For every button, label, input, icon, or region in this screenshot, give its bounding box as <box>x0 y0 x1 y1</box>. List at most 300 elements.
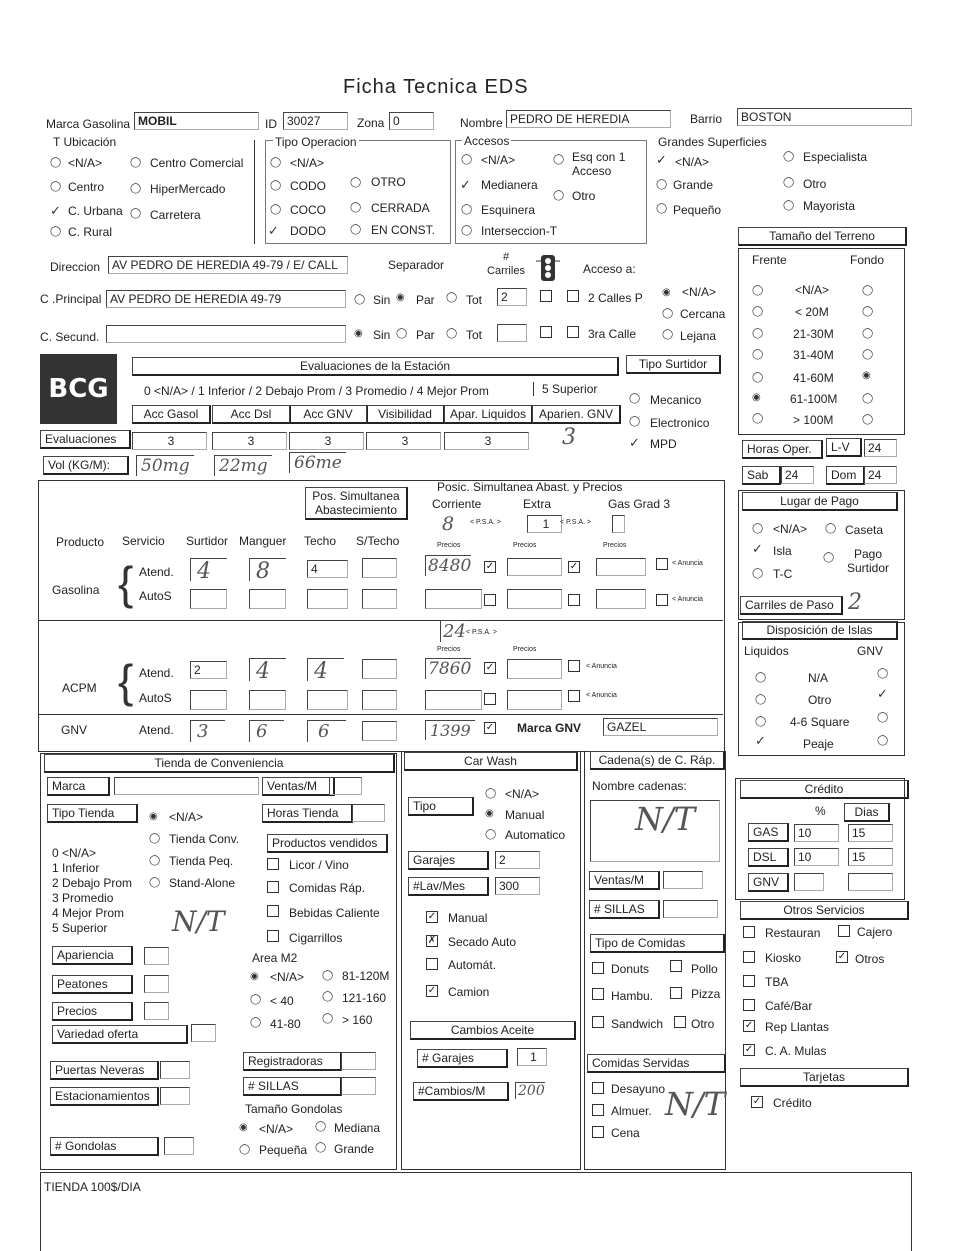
divider <box>38 620 723 621</box>
tienda-stand-label: Stand-Alone <box>169 876 236 890</box>
radio-fo-40[interactable]: ◯ <box>862 349 874 360</box>
check-tba[interactable] <box>743 975 755 987</box>
ter-30: 21-30M <box>793 327 834 341</box>
acc-a-lejana-label: Lejana <box>680 329 717 343</box>
pago-title: Lugar de Pago <box>742 492 898 511</box>
cs-check2[interactable] <box>567 326 579 338</box>
eval-apar-liquidos[interactable]: 3 <box>444 432 529 450</box>
radio-fo-gt100[interactable]: ◯ <box>862 414 874 425</box>
radio-acc-interseccion[interactable]: ◯ <box>461 225 473 236</box>
wash-c-manual: Manual <box>448 911 488 925</box>
acc-medianera-label: Medianera <box>481 178 538 192</box>
check-otros[interactable]: ✓ <box>837 951 847 962</box>
radio-ubic-rural[interactable]: ◯ <box>50 226 62 237</box>
wash-garajes-field[interactable]: 2 <box>495 851 540 869</box>
radio-acc-a-cercana[interactable]: ◯ <box>662 308 674 319</box>
radio-gond-mediana[interactable]: ◯ <box>315 1121 327 1132</box>
radio-pago-isla[interactable]: ✓ <box>752 541 763 556</box>
radio-wash-manual[interactable]: ◉ <box>485 808 494 819</box>
cs-par-label: Par <box>416 328 435 342</box>
cprincipal-field[interactable]: AV PEDRO DE HEREDIA 49-79 <box>106 290 346 308</box>
check-restauran[interactable] <box>743 926 755 938</box>
acc-otro-label: Otro <box>572 189 596 203</box>
gas-autos-check1[interactable] <box>484 594 496 606</box>
radio-fr-20[interactable]: ◯ <box>752 306 764 317</box>
eval-acc-gasol[interactable]: 3 <box>132 432 207 450</box>
credito-gnv-label: GNV <box>748 873 789 892</box>
psa-3: < P.S.A. > <box>466 629 498 636</box>
acpm-anuncia-check[interactable] <box>568 660 580 672</box>
barrio-label: Barrio <box>690 112 723 126</box>
corriente-psa[interactable]: 8 <box>442 513 455 535</box>
radio-gond-na[interactable]: ◉ <box>239 1122 248 1133</box>
radio-area-na[interactable]: ◉ <box>250 971 259 982</box>
radio-tienda-na[interactable]: ◉ <box>149 811 158 822</box>
radio-isla-gnv-otro[interactable]: ✓ <box>877 686 888 701</box>
pago-na-label: <N/A> <box>773 522 808 536</box>
radio-area-81[interactable]: ◯ <box>322 970 334 981</box>
marca-field[interactable]: MOBIL <box>134 112 259 130</box>
radio-tienda-stand[interactable]: ◯ <box>149 877 161 888</box>
eval-acc-gnv[interactable]: 3 <box>289 432 364 450</box>
radio-area-121[interactable]: ◯ <box>322 991 334 1002</box>
acpm-autos-6[interactable] <box>507 690 562 710</box>
check-cajero[interactable] <box>838 925 850 937</box>
gas-autos-techo[interactable] <box>307 589 348 609</box>
cena-label: Cena <box>611 1126 640 1140</box>
radio-fo-30[interactable]: ◯ <box>862 328 874 339</box>
estacionamientos-label: Estacionamientos <box>50 1087 159 1106</box>
area-label: Area M2 <box>252 951 298 965</box>
marca-gnv-field[interactable]: GAZEL <box>603 718 718 736</box>
acpm-autos-anuncia-check[interactable] <box>568 690 580 702</box>
area-160-label: > 160 <box>342 1013 373 1027</box>
radio-isla-gnv-peaje[interactable]: ◯ <box>877 735 889 746</box>
gas-anuncia-check[interactable] <box>656 558 668 570</box>
dom-field[interactable]: 24 <box>864 466 897 484</box>
gnv-precio-check[interactable]: ✓ <box>485 722 495 733</box>
credito-dsl-dias[interactable]: 15 <box>848 848 893 866</box>
tienda-conv-label: Tienda Conv. <box>169 832 240 846</box>
apariencia-label: Apariencia <box>52 946 133 965</box>
radio-op-dodo[interactable]: ✓ <box>268 223 279 238</box>
acpm-autos-4[interactable] <box>362 690 397 710</box>
csecund-field[interactable] <box>106 325 346 343</box>
acpm-precio[interactable]: 7860 <box>425 658 471 679</box>
check-tarjeta-credito[interactable]: ✓ <box>752 1096 762 1107</box>
check-pollo[interactable] <box>670 960 682 972</box>
radio-fo-na[interactable]: ◯ <box>862 285 874 296</box>
area-41-label: 41-80 <box>270 1017 301 1031</box>
credito-pct-label: % <box>815 804 826 818</box>
radio-acc-na[interactable]: ◯ <box>461 154 473 165</box>
radio-fr-na[interactable]: ◯ <box>752 285 764 296</box>
radio-wash-na[interactable]: ◯ <box>485 788 497 799</box>
acpm-autos-2[interactable] <box>249 690 286 710</box>
radio-fr-30[interactable]: ◯ <box>752 328 764 339</box>
radio-acc-esquinera[interactable]: ◯ <box>461 204 473 215</box>
gas-stecho[interactable] <box>362 558 397 578</box>
radio-acc-otro[interactable]: ◯ <box>553 190 565 201</box>
credito-gnv-pct[interactable] <box>794 873 824 891</box>
tienda-na-label: <N/A> <box>169 810 204 824</box>
cadena-sillas-field[interactable] <box>663 900 718 918</box>
cs-carriles-field[interactable] <box>497 324 527 342</box>
radio-gs-mayorista[interactable]: ◯ <box>783 200 795 211</box>
sab-label: Sab <box>742 466 781 485</box>
check-comidas[interactable] <box>267 881 279 893</box>
radio-area-40[interactable]: ◯ <box>250 994 262 1005</box>
radio-gs-pequeno[interactable]: ◯ <box>656 203 668 214</box>
radio-gond-pequena[interactable]: ◯ <box>239 1144 251 1155</box>
cp-check1[interactable] <box>540 290 552 302</box>
radio-pago-caseta[interactable]: ◯ <box>825 523 837 534</box>
radio-ubic-na[interactable]: ◯ <box>50 157 62 168</box>
acpm-autos-5[interactable] <box>425 690 482 710</box>
sab-field[interactable]: 24 <box>781 466 814 484</box>
check-hambu[interactable] <box>592 988 604 1000</box>
pago-isla-label: Isla <box>773 544 792 558</box>
radio-op-otro[interactable]: ◯ <box>350 177 362 188</box>
radio-acc-a-na[interactable]: ◉ <box>662 287 671 298</box>
donuts-label: Donuts <box>611 962 650 976</box>
radio-fo-100[interactable]: ◯ <box>862 393 874 404</box>
dom-label: Dom <box>826 466 865 485</box>
gond-mediana-label: Mediana <box>334 1121 381 1135</box>
radio-cp-par[interactable]: ◉ <box>396 292 405 303</box>
notes-text: TIENDA 100$/DIA <box>44 1180 141 1194</box>
gas3-label: Gas Grad 3 <box>608 497 671 511</box>
radio-surt-mecanico[interactable]: ◯ <box>629 393 641 404</box>
gas-precio-check[interactable]: ✓ <box>485 561 495 572</box>
radio-op-const[interactable]: ◯ <box>350 224 362 235</box>
islas-square: 4-6 Square <box>790 715 850 729</box>
notes-box[interactable] <box>40 1172 912 1251</box>
gond-na-label: <N/A> <box>259 1122 294 1136</box>
nombre-field[interactable]: PEDRO DE HEREDIA <box>506 110 671 128</box>
id-field[interactable]: 30027 <box>283 112 348 130</box>
cs-sin-label: Sin <box>373 328 391 342</box>
pos-sim-label <box>305 487 408 520</box>
radio-op-na[interactable]: ◯ <box>270 157 282 168</box>
acpm-psa[interactable]: 24 <box>440 620 466 642</box>
cs-check1[interactable] <box>540 326 552 338</box>
check-donuts[interactable] <box>592 962 604 974</box>
credito-gas-label: GAS <box>748 823 789 842</box>
radio-gond-grande[interactable]: ◯ <box>315 1142 327 1153</box>
terreno-fondo: Fondo <box>850 253 885 267</box>
cp-par-label: Par <box>416 293 435 307</box>
cadena-na-handwriting: N/T <box>635 800 696 838</box>
cadena-ventas-field[interactable] <box>663 871 703 889</box>
direccion-field[interactable]: AV PEDRO DE HEREDIA 49-79 / E/ CALL <box>108 256 348 274</box>
radio-op-cerrada[interactable]: ◯ <box>350 202 362 213</box>
otro-comida-label: Otro <box>691 1017 715 1031</box>
cadena-nombre-label: Nombre cadenas: <box>592 779 687 793</box>
vol-label: Vol (KG/M): <box>43 456 129 475</box>
radio-pago-tc[interactable]: ◯ <box>752 568 764 579</box>
acpm-autos-1[interactable] <box>190 690 227 710</box>
carriles-paso-field[interactable]: 2 <box>848 590 862 615</box>
radio-isla-liq-square[interactable]: ◯ <box>755 716 767 727</box>
restauran-label: Restauran <box>765 926 821 940</box>
precios-field[interactable] <box>144 1002 169 1020</box>
radio-cp-sin[interactable]: ◯ <box>354 294 366 305</box>
gas-autos-extra[interactable] <box>507 589 562 609</box>
form-title: Ficha Tecnica EDS <box>343 76 529 98</box>
surt-electronico-label: Electronico <box>650 416 710 430</box>
check-wash-secado[interactable]: ✗ <box>427 935 437 946</box>
precios-label: Precios <box>52 1002 133 1021</box>
dos-calles-label: 2 Calles P <box>588 291 643 305</box>
radio-isla-liq-na[interactable]: ◯ <box>755 672 767 683</box>
gas-atend-label: Atend. <box>139 565 174 579</box>
radio-isla-liq-peaje[interactable]: ✓ <box>755 733 766 748</box>
pos-sim-line1: Pos. Simultanea <box>312 489 400 503</box>
zona-field[interactable]: 0 <box>389 112 434 130</box>
radio-ubic-centro[interactable]: ◯ <box>50 181 62 192</box>
gas-autos-precio[interactable] <box>425 589 482 609</box>
acpm-stecho[interactable] <box>362 659 397 679</box>
gnv-manguer[interactable]: 6 <box>307 720 346 742</box>
acpm-precio-check[interactable]: ✓ <box>485 662 495 673</box>
aceite-cambios-field[interactable]: 200 <box>515 1082 545 1099</box>
radio-acc-a-lejana[interactable]: ◯ <box>662 329 674 340</box>
marca-gnv-label: Marca GNV <box>517 721 582 735</box>
acpm-label: ACPM <box>62 681 97 695</box>
radio-ubic-urbana[interactable]: ✓ <box>50 203 61 218</box>
vol-gasol[interactable]: 50mg <box>136 455 194 476</box>
cadena-sillas-label: # SILLAS <box>589 900 660 919</box>
radio-ubic-carretera[interactable]: ◯ <box>130 208 142 219</box>
radio-ubic-cc[interactable]: ◯ <box>130 157 142 168</box>
variedad-field[interactable] <box>191 1024 216 1042</box>
eval-scale5: 5 Superior <box>533 382 597 396</box>
radio-cs-sin[interactable]: ◉ <box>354 328 363 339</box>
check-desayuno[interactable] <box>592 1082 604 1094</box>
radio-gs-grande[interactable]: ◯ <box>656 179 668 190</box>
radio-cs-par[interactable]: ◯ <box>396 328 408 339</box>
tarjeta-credito-label: Crédito <box>773 1096 812 1110</box>
gas-autos-anuncia-check[interactable] <box>656 594 668 606</box>
apariencia-field[interactable] <box>144 947 169 965</box>
pago-surtidor-label: Pago Surtidor <box>846 547 890 575</box>
area-40-label: < 40 <box>270 994 294 1008</box>
terreno-title: Tamaño del Terreno <box>738 227 907 246</box>
gnv-surtidor[interactable]: 6 <box>249 720 284 742</box>
vol-gnv[interactable]: 66me <box>289 452 346 473</box>
tienda-sillas-field[interactable] <box>341 1077 376 1095</box>
islas-otro: Otro <box>808 693 832 707</box>
radio-area-41[interactable]: ◯ <box>250 1017 262 1028</box>
radio-fo-20[interactable]: ◯ <box>862 306 874 317</box>
extra-psa[interactable]: 1 <box>527 515 562 533</box>
op-cerrada-label: CERRADA <box>371 201 430 215</box>
radio-isla-gnv-square[interactable]: ◯ <box>877 712 889 723</box>
precios-1: Precios <box>437 542 461 549</box>
brace-acpm: { <box>118 655 134 707</box>
acpm-autos-check[interactable] <box>484 693 496 705</box>
radio-isla-gnv-na[interactable]: ◯ <box>877 668 889 679</box>
col-visibilidad: Visibilidad <box>366 405 445 424</box>
tienda-title: Tienda de Conveniencia <box>44 754 395 773</box>
wash-auto-label: Automatico <box>505 828 566 842</box>
horas-tienda-field[interactable] <box>352 804 385 822</box>
ubic-na-label: <N/A> <box>68 156 103 170</box>
acpm-surtidor[interactable]: 4 <box>249 658 286 681</box>
productos-vendidos-label: Productos vendidos <box>267 834 388 853</box>
gnv-atend[interactable]: 3 <box>190 720 225 742</box>
evaluaciones-title: Evaluaciones de la Estación <box>132 357 619 376</box>
gs-na-label: <N/A> <box>675 155 710 169</box>
gas-manguer[interactable]: 8 <box>249 558 286 581</box>
wash-lav-field[interactable]: 300 <box>495 877 540 895</box>
radio-isla-liq-otro[interactable]: ◯ <box>755 694 767 705</box>
puertas-field[interactable] <box>160 1061 190 1079</box>
divider <box>254 140 255 244</box>
pago-tc-label: T-C <box>773 567 793 581</box>
check-pizza[interactable] <box>670 987 682 999</box>
gas-extra-precio[interactable] <box>507 558 562 576</box>
gas-autos-label: AutoS <box>139 589 172 603</box>
rep-llantas-label: Rep Llantas <box>765 1020 830 1034</box>
check-mulas[interactable]: ✓ <box>744 1044 754 1055</box>
check-wash-camion[interactable]: ✓ <box>427 985 437 996</box>
check-cigarrillos[interactable] <box>267 930 279 942</box>
tienda-ventas-field[interactable] <box>329 777 362 795</box>
radio-pago-surtidor[interactable]: ◯ <box>823 552 835 563</box>
gas3-psa[interactable] <box>612 515 625 533</box>
radio-fr-100[interactable]: ◉ <box>752 392 761 403</box>
aceite-garajes-label: # Garajes <box>417 1049 508 1068</box>
op-const-label: EN CONST. <box>371 223 436 237</box>
cadena-ventas-label: Ventas/M <box>589 871 660 890</box>
check-cena[interactable] <box>592 1126 604 1138</box>
radio-tienda-conv[interactable]: ◯ <box>149 833 161 844</box>
radio-area-160[interactable]: ◯ <box>322 1013 334 1024</box>
radio-cs-tot[interactable]: ◯ <box>446 328 458 339</box>
check-otro-comida[interactable] <box>674 1016 686 1028</box>
radio-acc-medianera[interactable]: ✓ <box>460 177 471 192</box>
check-wash-manual[interactable]: ✓ <box>427 911 437 922</box>
radio-ubic-hiper[interactable]: ◯ <box>130 183 142 194</box>
lv-field[interactable]: 24 <box>864 439 897 457</box>
check-wash-automat[interactable] <box>426 958 438 970</box>
gas-autos-anuncia: < Anuncia <box>672 596 703 603</box>
radio-fr-60[interactable]: ◯ <box>752 372 764 383</box>
gas-autos-check2[interactable] <box>568 594 580 606</box>
cp-check2[interactable] <box>567 290 579 302</box>
gas-autos-surtidor[interactable] <box>190 589 227 609</box>
gnv-stecho[interactable] <box>362 721 397 741</box>
tienda-marca-field[interactable] <box>114 777 259 795</box>
acc-na-label: <N/A> <box>481 153 516 167</box>
radio-surt-mpd[interactable]: ✓ <box>629 435 640 450</box>
gas-autos-manguer[interactable] <box>249 589 286 609</box>
eval-acc-dsl[interactable]: 3 <box>212 432 287 450</box>
check-cafe[interactable] <box>743 999 755 1011</box>
carriles-label: # Carriles <box>487 251 525 277</box>
islas-liq-label: Liquidos <box>744 644 789 658</box>
cp-tot-label: Tot <box>466 293 483 307</box>
bcg-logo: BCG <box>40 354 117 424</box>
acpm-autos-3[interactable] <box>307 690 348 710</box>
surtidor-title: Tipo Surtidor <box>626 355 721 374</box>
peatones-field[interactable] <box>144 975 169 993</box>
radio-fo-60[interactable]: ◉ <box>862 370 871 381</box>
credito-title: Crédito <box>740 780 909 799</box>
radio-fr-40[interactable]: ◯ <box>752 349 764 360</box>
acc-esq1-label: Esq con 1 Acceso <box>572 150 626 178</box>
radio-acc-esq1[interactable]: ◯ <box>553 154 565 165</box>
credito-dsl-pct[interactable]: 10 <box>794 848 839 866</box>
gas-surtidor[interactable]: 4 <box>190 558 227 581</box>
acpm-precio2[interactable] <box>507 659 562 679</box>
acpm-atend[interactable]: 2 <box>190 661 227 679</box>
check-almuer[interactable] <box>592 1104 604 1116</box>
gas-precio[interactable]: 8480 <box>425 555 471 576</box>
estacionamientos-field[interactable] <box>160 1087 190 1105</box>
eval-aparien-gnv[interactable]: 3 <box>562 425 576 450</box>
tienda-marca-label: Marca <box>47 777 110 796</box>
radio-surt-electronico[interactable]: ◯ <box>629 416 641 427</box>
credito-gnv-dias[interactable] <box>848 873 893 891</box>
pos-sim-line2: Abastecimiento <box>314 503 398 517</box>
radio-gs-esp[interactable]: ◯ <box>783 151 795 162</box>
cp-carriles-field[interactable]: 2 <box>497 288 527 306</box>
wash-garajes-label: Garajes <box>408 851 489 870</box>
gondolas-field[interactable] <box>164 1137 194 1155</box>
horas-label: Horas Oper. <box>742 440 823 459</box>
tienda-scale <box>52 846 132 936</box>
radio-fr-gt100[interactable]: ◯ <box>752 413 764 424</box>
radio-gs-na[interactable]: ✓ <box>656 152 667 167</box>
gas-autos-g3[interactable] <box>596 589 646 609</box>
check-licor[interactable] <box>267 858 279 870</box>
credito-gas-dias[interactable]: 15 <box>848 824 893 842</box>
gas-g3-precio[interactable] <box>596 558 646 576</box>
col-techo: Techo <box>304 534 337 548</box>
gnv-precio[interactable]: 1399 <box>425 720 475 740</box>
vol-dsl[interactable]: 22mg <box>214 455 272 476</box>
acpm-manguer[interactable]: 4 <box>307 658 344 681</box>
radio-op-codo[interactable]: ◯ <box>270 180 282 191</box>
radio-op-coco[interactable]: ◯ <box>270 204 282 215</box>
check-sandwich[interactable] <box>592 1016 604 1028</box>
check-rep-llantas[interactable]: ✓ <box>744 1020 754 1031</box>
radio-tienda-peq[interactable]: ◯ <box>149 855 161 866</box>
op-na-label: <N/A> <box>290 156 325 170</box>
gas-autos-stecho[interactable] <box>362 589 397 609</box>
radio-cp-tot[interactable]: ◯ <box>446 292 458 303</box>
eval-visibilidad[interactable]: 3 <box>366 432 441 450</box>
credito-gas-pct[interactable]: 10 <box>794 824 839 842</box>
gs-grande-label: Grande <box>673 178 714 192</box>
radio-wash-auto[interactable]: ◯ <box>485 829 497 840</box>
check-bebidas[interactable] <box>267 905 279 917</box>
radio-pago-na[interactable]: ◯ <box>752 523 764 534</box>
gas-techo[interactable]: 4 <box>307 560 348 578</box>
barrio-field[interactable]: BOSTON <box>737 108 912 126</box>
scale-3: 3 Promedio <box>52 891 114 905</box>
radio-gs-otro[interactable]: ◯ <box>783 177 795 188</box>
check-kiosko[interactable] <box>743 951 755 963</box>
precios-2: Precios <box>513 542 537 549</box>
registradoras-field[interactable] <box>341 1052 376 1070</box>
gas-extra-check[interactable]: ✓ <box>569 561 579 572</box>
gond-grande-label: Grande <box>334 1142 375 1156</box>
aceite-garajes-field[interactable]: 1 <box>517 1048 547 1066</box>
